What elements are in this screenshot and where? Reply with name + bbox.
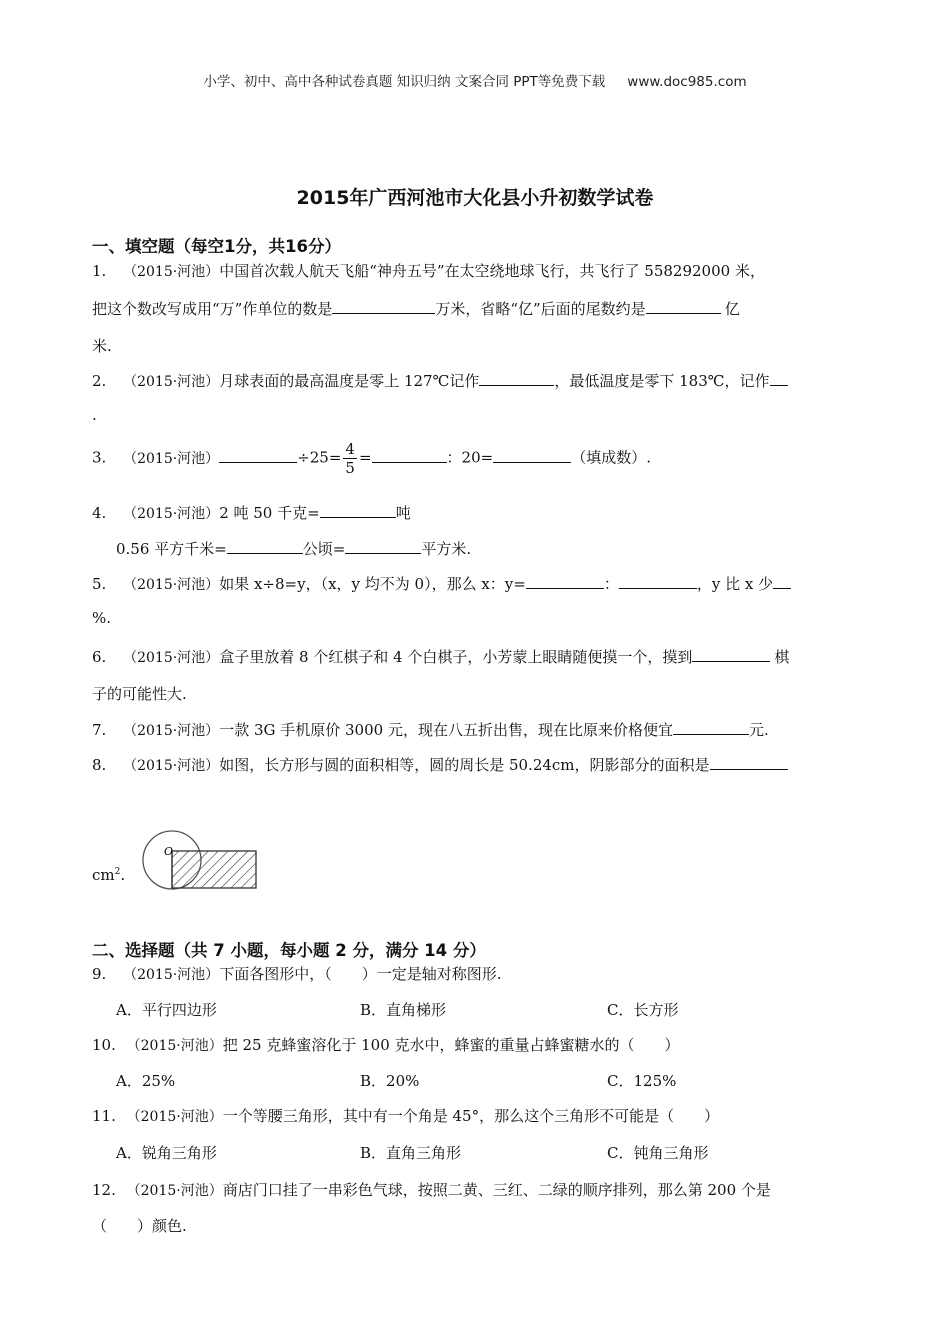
q2-blank-2[interactable] [770,371,788,386]
q3-blank-3[interactable] [493,448,571,463]
q11-option-c[interactable]: C．钝角三角形 [607,1144,709,1162]
q10-source: （2015·河池） [126,1038,223,1054]
q3-text-a: ÷25= [297,448,342,467]
q3-fraction-numerator: 4 [345,440,355,458]
question-12 [92,1179,771,1200]
q2-text-c: . [92,406,97,424]
q7-number: 7. [92,721,107,739]
q11-number: 11. [92,1107,116,1125]
question-9 [92,963,501,984]
q7-source: （2015·河池） [123,723,220,739]
q5-number: 5. [92,575,107,593]
q3-text-b: = [358,448,372,467]
q4-text-e: 平方米. [421,540,472,558]
q3-blank-2[interactable] [372,448,447,463]
q10-text: 把 25 克蜂蜜溶化于 100 克水中，蜂蜜的重量占蜂蜜糖水的（ ） [222,1036,680,1054]
question-2 [92,370,788,391]
q6-text-c: 子的可能性大. [92,685,187,703]
q8-center-label: O [164,845,174,858]
q5-text-a: 如果 x÷8=y，（x，y 均不为 0），那么 x：y= [219,575,526,593]
q4-blank-3[interactable] [345,539,421,554]
q8-number: 8. [92,756,107,774]
q8-unit [92,866,125,884]
q4-blank-1[interactable] [320,503,396,518]
q12-text: 商店门口挂了一串彩色气球，按照二黄、三红、二绿的顺序排列，那么第 200 个是 [222,1181,771,1199]
q9-number: 9. [92,965,107,983]
q9-option-a[interactable]: A．平行四边形 [116,1001,217,1019]
q6-text-a: 盒子里放着 8 个红棋子和 4 个白棋子，小芳蒙上眼睛随便摸一个，摸到 [219,648,693,666]
q1-text-e: 米. [92,337,112,355]
q3-fraction [343,440,357,477]
q9-text: 下面各图形中，（ ）一定是轴对称图形. [219,965,502,983]
q8-text-a: 如图，长方形与圆的面积相等，圆的周长是 50.24cm，阴影部分的面积是 [219,756,710,774]
q1-text-a: 中国首次载人航天飞船“神舟五号”在太空绕地球飞行，共飞行了 558292000 米， [219,262,765,280]
question-4 [92,502,411,523]
q5-blank-1[interactable] [526,574,604,589]
q12-text-2: （ ）颜色. [92,1217,187,1235]
question-10 [92,1034,680,1055]
question-8 [92,754,788,775]
q2-number: 2. [92,372,107,390]
q7-text-b: 元. [748,721,769,739]
q3-text-c: ：20= [446,448,494,467]
q5-blank-3[interactable] [773,574,791,589]
q9-option-b[interactable]: B．直角梯形 [360,1001,447,1019]
q10-number: 10. [92,1036,116,1054]
question-4-line-2 [116,538,471,559]
q10-option-c[interactable]: C．125% [607,1072,677,1090]
q5-source: （2015·河池） [123,577,220,593]
q8-unit-end: . [120,866,126,884]
q4-text-d: 公顷= [302,540,346,558]
question-1-line-2 [92,298,740,319]
question-3 [92,440,651,477]
q1-text-d: 亿 [724,300,740,318]
q1-blank-1[interactable] [332,299,435,314]
q7-blank-1[interactable] [673,720,749,735]
q8-figure [140,820,260,900]
header-site[interactable]: www.doc985.com [627,74,747,90]
page-header [0,70,950,90]
q8-rectangle [172,851,256,888]
question-5 [92,573,791,594]
q1-text-c: 万米，省略“亿”后面的尾数约是 [435,300,646,318]
q2-text-b: ，最低温度是零下 183℃，记作 [554,372,770,390]
q6-blank-1[interactable] [692,647,770,662]
q8-unit-sup: 2 [114,867,121,877]
question-7 [92,719,769,740]
q3-blank-1[interactable] [219,448,297,463]
q10-option-a[interactable]: A．25% [116,1072,176,1090]
q4-number: 4. [92,504,107,522]
q11-text: 一个等腰三角形，其中有一个角是 45°，那么这个三角形不可能是（ ） [222,1107,720,1125]
q7-text-a: 一款 3G 手机原价 3000 元，现在八五折出售，现在比原来价格便宜 [219,721,673,739]
question-1 [92,260,765,281]
q6-source: （2015·河池） [123,650,220,666]
q3-source: （2015·河池） [123,450,220,467]
q1-number: 1. [92,262,107,280]
q12-source: （2015·河池） [126,1183,223,1199]
q5-blank-2[interactable] [619,574,697,589]
q12-number: 12. [92,1181,116,1199]
q8-unit-text: cm [92,866,115,884]
question-6 [92,646,789,667]
q11-option-a[interactable]: A．锐角三角形 [116,1144,217,1162]
section-1-heading: 一、填空题（每空1分，共16分） [92,237,341,256]
q1-blank-2[interactable] [646,299,721,314]
q3-text-d: （填成数）. [571,448,651,467]
q10-option-b[interactable]: B．20% [360,1072,420,1090]
q1-text-b: 把这个数改写成用“万”作单位的数是 [92,300,333,318]
q4-blank-2[interactable] [227,539,303,554]
q2-blank-1[interactable] [479,371,554,386]
q2-text-a: 月球表面的最高温度是零上 127℃记作 [219,372,480,390]
header-text: 小学、初中、高中各种试卷真题 知识归纳 文案合同 PPT等免费下载 [203,74,606,90]
q11-option-b[interactable]: B．直角三角形 [360,1144,462,1162]
q6-number: 6. [92,648,107,666]
q5-text-c: ，y 比 x 少 [696,575,774,593]
q8-source: （2015·河池） [123,758,220,774]
q11-source: （2015·河池） [126,1109,223,1125]
q3-fraction-denominator: 5 [345,459,355,477]
section-2-heading: 二、选择题（共 7 小题，每小题 2 分，满分 14 分） [92,941,486,960]
q9-source: （2015·河池） [123,967,220,983]
q4-source: （2015·河池） [123,506,220,522]
exam-title: 2015年广西河池市大化县小升初数学试卷 [296,187,654,209]
q5-text-b: ： [603,575,619,593]
q9-option-c[interactable]: C．长方形 [607,1001,679,1019]
q5-text-d: %. [92,609,112,627]
q1-source: （2015·河池） [123,264,220,280]
q4-text-c: 0.56 平方千米= [116,540,227,558]
q2-source: （2015·河池） [123,374,220,390]
q8-blank-1[interactable] [710,755,788,770]
question-11 [92,1105,719,1126]
q4-text-a: 2 吨 50 千克= [219,504,320,522]
q6-text-b: 棋 [774,648,790,666]
q4-text-b: 吨 [395,504,411,522]
q3-number: 3. [92,448,107,467]
